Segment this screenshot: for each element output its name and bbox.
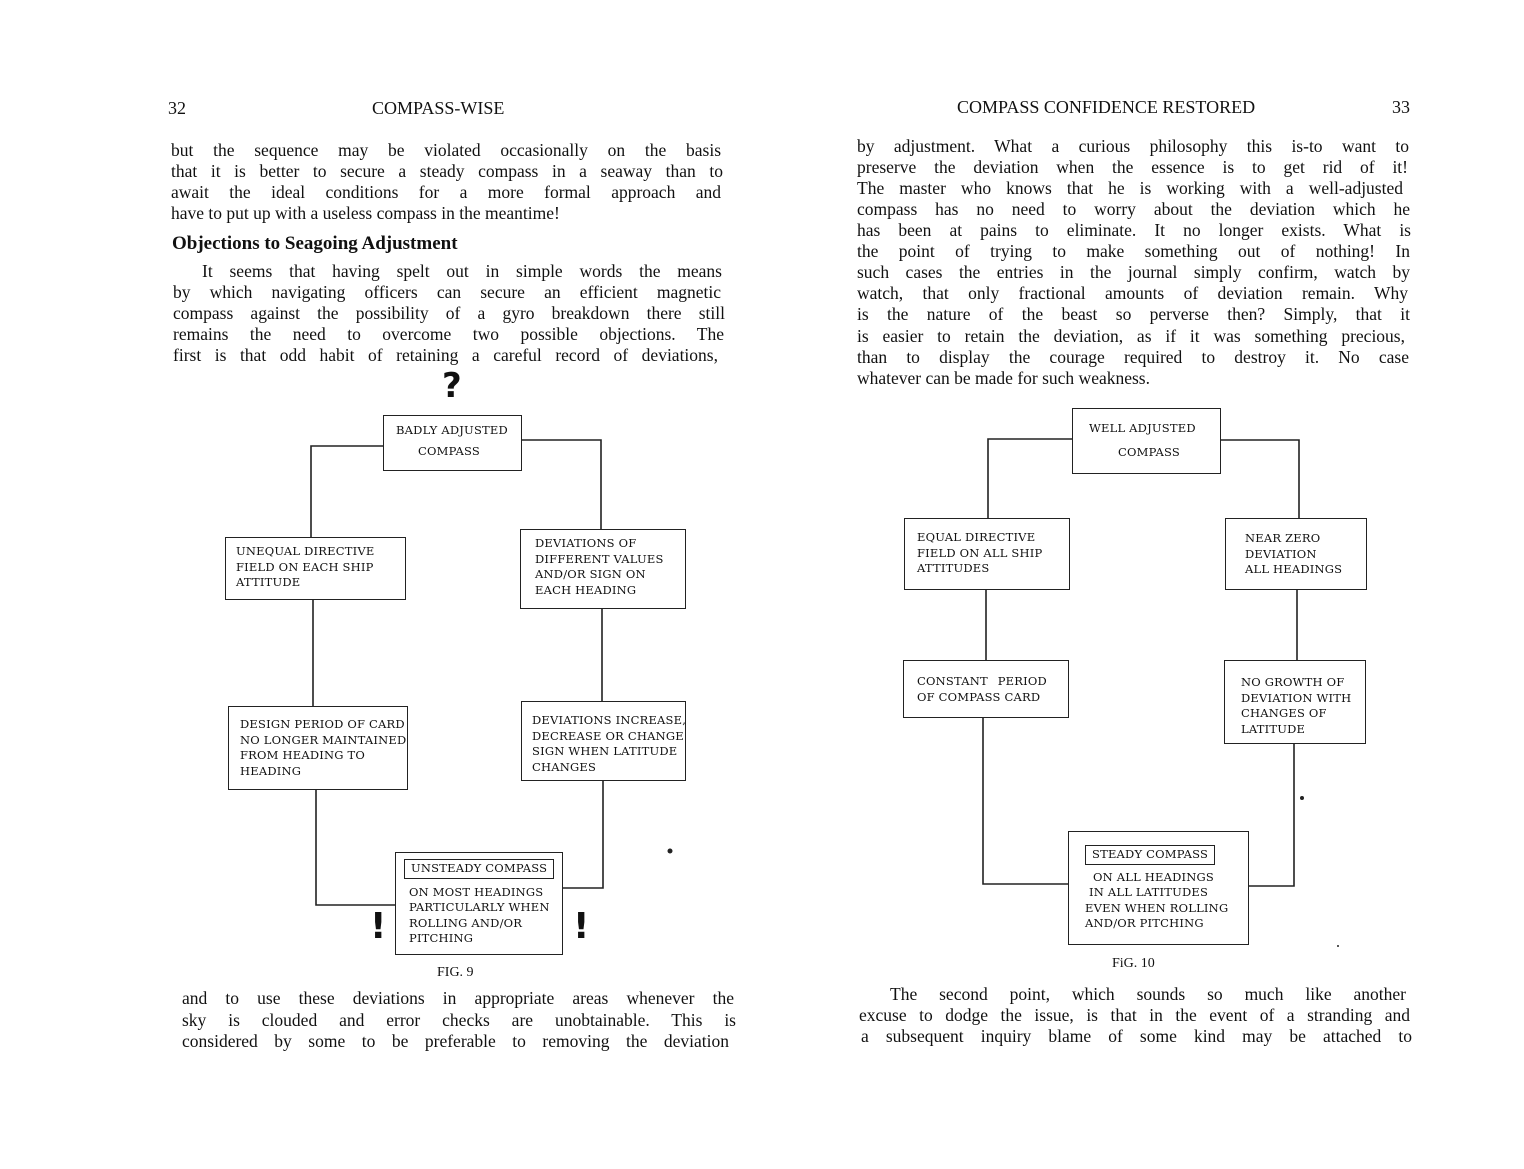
box-line: COMPASS xyxy=(418,443,480,458)
text-line: compass has no need to worry about the deviation which he xyxy=(857,199,1410,219)
box-line: DEVIATION xyxy=(1245,546,1317,561)
text-line: the point of trying to make something out of nothing! In xyxy=(857,241,1410,261)
text-line: has been at pains to eliminate. It no longer exists. What is xyxy=(857,220,1411,240)
right-page-number: 33 xyxy=(1392,97,1410,117)
box-line: DEVIATIONS OF xyxy=(535,536,637,550)
connector-line xyxy=(983,718,1068,884)
box-line: EQUAL DIRECTIVE xyxy=(917,530,1036,544)
deviations-increase-box xyxy=(521,701,686,781)
stray-dot xyxy=(668,849,673,854)
right-running-head: COMPASS CONFIDENCE RESTORED xyxy=(957,97,1256,117)
unequal-directive-field-box xyxy=(225,537,406,600)
equal-directive-field-box xyxy=(904,518,1070,590)
text-line: is the nature of the beast so perverse then? Simply, that it xyxy=(857,304,1410,324)
box-line: ON ALL HEADINGS xyxy=(1093,869,1214,884)
connector-line xyxy=(311,446,383,537)
figure-10-caption: FiG. 10 xyxy=(1112,956,1155,971)
text-line: watch, that only fractional amounts of deviation remain. Why xyxy=(857,283,1408,303)
text-line: preserve the deviation when the essence is to get rid of it! xyxy=(857,157,1408,177)
box-line: PITCHING xyxy=(409,931,474,945)
box-line: AND/OR PITCHING xyxy=(1085,916,1204,930)
stray-dot xyxy=(1300,796,1304,800)
box-line: HEADING xyxy=(240,763,302,778)
steady-compass-title: STEADY COMPASS xyxy=(1085,845,1215,865)
text-line: considered by some to be preferable to removing the deviation xyxy=(182,1031,729,1051)
no-growth-deviation-box xyxy=(1224,660,1366,744)
design-period-card-box xyxy=(228,706,408,790)
box-line: DECREASE OR CHANGE xyxy=(532,728,684,743)
connector-line xyxy=(988,439,1072,518)
box-line: UNEQUAL DIRECTIVE xyxy=(236,544,375,558)
well-adjusted-compass-box xyxy=(1072,408,1221,474)
box-line: ON MOST HEADINGS xyxy=(409,884,544,899)
box-line: EACH HEADING xyxy=(535,582,637,597)
box-line: FIELD ON ALL SHIP xyxy=(917,545,1043,560)
text-line: It seems that having spelt out in simple words the means xyxy=(202,261,722,281)
text-line: is easier to retain the deviation, as if it was something precious, xyxy=(857,326,1405,346)
box-line: PARTICULARLY WHEN xyxy=(409,900,550,914)
box-line: COMPASS xyxy=(1118,444,1180,459)
box-line: NEAR ZERO xyxy=(1245,531,1321,545)
connector-line xyxy=(522,440,601,530)
left-running-head: COMPASS-WISE xyxy=(372,98,505,118)
box-line: BADLY ADJUSTED xyxy=(396,423,508,437)
box-line: AND/OR SIGN ON xyxy=(535,567,646,581)
box-line: ATTITUDE xyxy=(236,575,301,589)
stray-dot xyxy=(1337,945,1339,947)
deviations-different-values-box xyxy=(520,529,686,609)
text-line: first is that odd habit of retaining a careful record of deviations, xyxy=(173,345,718,365)
connector-line xyxy=(316,790,396,905)
text-line: The master who knows that he is working with a well-adjusted xyxy=(857,178,1403,198)
unsteady-compass-box xyxy=(395,852,563,955)
exclamation-mark-left: ! xyxy=(370,906,387,947)
box-line: LATITUDE xyxy=(1241,721,1306,736)
box-line: WELL ADJUSTED xyxy=(1089,421,1196,435)
steady-compass-box xyxy=(1068,831,1249,945)
text-line: whatever can be made for such weakness. xyxy=(857,368,1150,388)
box-line: NO GROWTH OF xyxy=(1241,675,1345,689)
box-line: SIGN WHEN LATITUDE xyxy=(532,744,678,758)
box-line: ATTITUDES xyxy=(917,561,990,575)
left-page-number: 32 xyxy=(168,98,186,118)
exclamation-mark-right: ! xyxy=(573,906,590,947)
box-line: FIELD ON EACH SHIP xyxy=(236,559,374,574)
near-zero-deviation-box xyxy=(1225,518,1367,590)
text-line: The second point, which sounds so much like another xyxy=(890,984,1406,1004)
box-line: DEVIATIONS INCREASE, xyxy=(532,713,687,727)
box-line: OF COMPASS CARD xyxy=(917,689,1041,704)
text-line: compass against the possibility of a gyro breakdown there still xyxy=(173,303,725,323)
box-line: CONSTANT PERIOD xyxy=(917,674,1047,688)
box-line: IN ALL LATITUDES xyxy=(1089,885,1209,899)
section-heading: Objections to Seagoing Adjustment xyxy=(172,233,458,254)
text-line: a subsequent inquiry blame of some kind may be attached to xyxy=(861,1026,1412,1046)
box-line: EVEN WHEN ROLLING xyxy=(1085,900,1229,915)
box-line: ALL HEADINGS xyxy=(1245,562,1343,576)
badly-adjusted-compass-box xyxy=(383,415,522,471)
text-line: that it is better to secure a steady compass in a seaway than to xyxy=(171,161,723,181)
text-line: by which navigating officers can secure an efficient magnetic xyxy=(173,282,721,302)
question-mark: ? xyxy=(442,366,462,406)
text-line: than to display the courage required to destroy it. No case xyxy=(857,347,1409,367)
constant-period-box xyxy=(903,660,1069,718)
text-line: such cases the entries in the journal simply confirm, watch by xyxy=(857,262,1410,282)
box-line: CHANGES xyxy=(532,759,597,774)
text-line: by adjustment. What a curious philosophy this is-to want to xyxy=(857,136,1409,156)
box-line: FROM HEADING TO xyxy=(240,748,365,762)
connector-line xyxy=(562,780,603,888)
unsteady-compass-title: UNSTEADY COMPASS xyxy=(404,859,554,879)
box-line: DESIGN PERIOD OF CARD xyxy=(240,717,405,731)
text-line: await the ideal conditions for a more formal approach and xyxy=(171,182,721,202)
text-line: excuse to dodge the issue, is that in the event of a stranding and xyxy=(859,1005,1410,1025)
text-line: have to put up with a useless compass in the meantime! xyxy=(171,203,560,223)
text-line: but the sequence may be violated occasionally on the basis xyxy=(171,140,721,160)
box-line: NO LONGER MAINTAINED xyxy=(240,732,407,747)
box-line: DIFFERENT VALUES xyxy=(535,551,664,566)
figure-9-caption: FIG. 9 xyxy=(437,965,474,980)
connector-line xyxy=(1249,744,1294,886)
box-line: ROLLING AND/OR xyxy=(409,915,523,930)
text-line: remains the need to overcome two possible objections. The xyxy=(173,324,724,344)
connector-line xyxy=(1220,440,1299,518)
text-line: sky is clouded and error checks are unobtainable. This is xyxy=(182,1010,736,1030)
text-line: and to use these deviations in appropriate areas whenever the xyxy=(182,988,734,1008)
box-line: DEVIATION WITH xyxy=(1241,690,1352,705)
box-line: CHANGES OF xyxy=(1241,706,1327,720)
